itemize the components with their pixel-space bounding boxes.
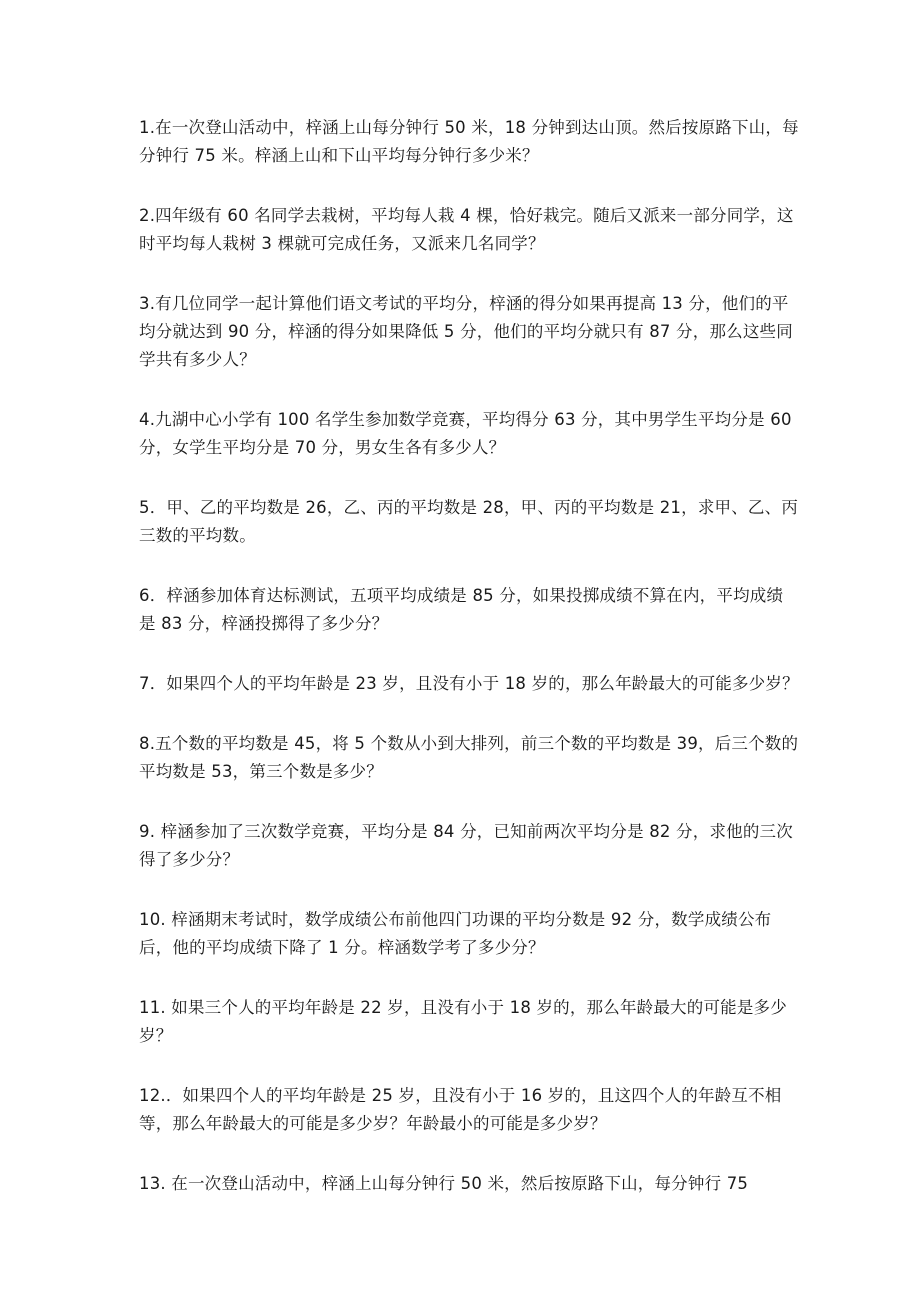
problem-7: 7．如果四个人的平均年龄是 23 岁，且没有小于 18 岁的，那么年龄最大的可能多少岁？ [139, 674, 799, 693]
problem-5: 5．甲、乙的平均数是 26，乙、丙的平均数是 28，甲、丙的平均数是 21，求甲、乙、丙三数的平均数。 [139, 498, 799, 545]
problem-9: 9. 梓涵参加了三次数学竞赛，平均分是 84 分，已知前两次平均分是 82 分，求他的三次得了多少分？ [139, 822, 793, 869]
problem-3: 3.有几位同学一起计算他们语文考试的平均分，梓涵的得分如果再提高 13 分，他们的平均分就达到 90 分，梓涵的得分如果降低 5 分，他们的平均分就只有 87 分，那么这些同学共有多少人？ [139, 294, 793, 369]
problem-11: 11. 如果三个人的平均年龄是 22 岁，且没有小于 18 岁的，那么年龄最大的可能是多少岁？ [139, 998, 787, 1045]
problem-2: 2.四年级有 60 名同学去栽树，平均每人栽 4 棵，恰好栽完。随后又派来一部分同学，这时平均每人栽树 3 棵就可完成任务，又派来几名同学？ [139, 206, 794, 253]
problem-4: 4.九湖中心小学有 100 名学生参加数学竞赛，平均得分 63 分，其中男学生平均分是 60 分，女学生平均分是 70 分，男女生各有多少人？ [139, 410, 792, 457]
problem-6: 6．梓涵参加体育达标测试，五项平均成绩是 85 分，如果投掷成绩不算在内，平均成绩是 83 分，梓涵投掷得了多少分？ [139, 586, 784, 633]
problem-10: 10. 梓涵期末考试时，数学成绩公布前他四门功课的平均分数是 92 分，数学成绩公布后，他的平均成绩下降了 1 分。梓涵数学考了多少分？ [139, 910, 772, 957]
problem-list [139, 114, 799, 1230]
problem-1: 1.在一次登山活动中，梓涵上山每分钟行 50 米，18 分钟到达山顶。然后按原路下山，每分钟行 75 米。梓涵上山和下山平均每分钟行多少米？ [139, 118, 799, 165]
problem-8: 8.五个数的平均数是 45，将 5 个数从小到大排列，前三个数的平均数是 39，后三个数的平均数是 53，第三个数是多少？ [139, 734, 799, 781]
problem-12: 12.．如果四个人的平均年龄是 25 岁，且没有小于 16 岁的，且这四个人的年龄互不相等，那么年龄最大的可能是多少岁？年龄最小的可能是多少岁？ [139, 1086, 782, 1133]
problem-13: 13. 在一次登山活动中，梓涵上山每分钟行 50 米，然后按原路下山，每分钟行 75 [139, 1174, 749, 1193]
